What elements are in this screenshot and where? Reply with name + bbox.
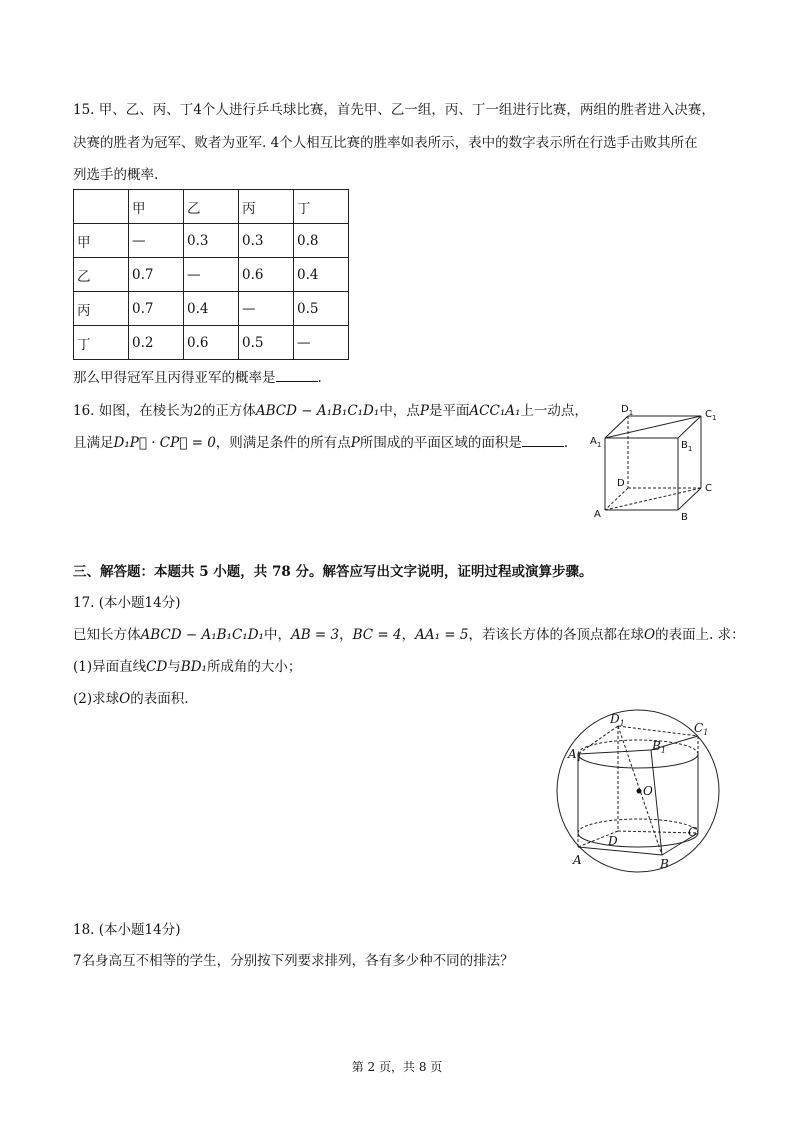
page-footer: 第 2 页，共 8 页 xyxy=(351,1060,443,1074)
label-D1: $D_1$ xyxy=(621,404,634,417)
table-cell: 丙 xyxy=(74,292,129,326)
label-B: B xyxy=(681,512,688,523)
answer-blank xyxy=(276,368,318,382)
label-O: O xyxy=(643,784,653,798)
sphere-figure xyxy=(548,706,728,882)
q15-question: 那么甲得冠军且丙得亚军的概率是 . xyxy=(73,370,322,386)
q15-probability-table xyxy=(73,189,349,360)
table-cell: 0.6 xyxy=(184,326,239,360)
table-cell: 0.3 xyxy=(239,224,294,258)
table-cell: 丁 xyxy=(74,326,129,360)
table-row xyxy=(74,224,349,258)
q17-line1: 已知长方体ABCD − A₁B₁C₁D₁中，AB = 3，BC = 4，AA₁ = 5，若该长方体的各顶点都在球O的表面上. 求： xyxy=(73,627,745,643)
label-B1: $B_1$ xyxy=(652,739,666,755)
q15-line3: 列选手的概率. xyxy=(73,167,159,183)
q15-line1: 15. 甲、乙、丙、丁4个人进行乒乓球比赛，首先甲、乙一组，丙、丁一组进行比赛，两组的胜者进入决赛， xyxy=(73,102,715,118)
q16-line1: 16. 如图，在棱长为2的正方体ABCD − A₁B₁C₁D₁中，点P是平面ACC₁A₁上一动点， xyxy=(73,403,588,419)
table-cell: 丁 xyxy=(294,190,349,224)
q15-line2: 决赛的胜者为冠军、败者为亚军. 4个人相互比赛的胜率如表所示，表中的数字表示所在行选手击败其所在 xyxy=(73,135,698,151)
table-row xyxy=(74,292,349,326)
q17-part2: (2)求球O的表面积. xyxy=(73,691,189,707)
table-cell: — xyxy=(239,292,294,326)
table-cell xyxy=(74,190,129,224)
label-D: D xyxy=(608,834,618,848)
table-cell: 丙 xyxy=(239,190,294,224)
q18-header: 18. (本小题14分) xyxy=(73,922,181,938)
table-cell: 乙 xyxy=(184,190,239,224)
table-cell: — xyxy=(294,326,349,360)
table-header-row xyxy=(74,190,349,224)
table-cell: 0.7 xyxy=(129,258,184,292)
table-row xyxy=(74,258,349,292)
table-cell: 0.8 xyxy=(294,224,349,258)
table-cell: 0.6 xyxy=(239,258,294,292)
label-A: A xyxy=(573,853,582,867)
label-A: A xyxy=(594,509,601,520)
table-cell: — xyxy=(129,224,184,258)
label-C1: $C_1$ xyxy=(694,721,709,737)
label-C1: $C_1$ xyxy=(705,409,717,422)
table-cell: 0.7 xyxy=(129,292,184,326)
answer-blank xyxy=(522,433,564,447)
label-B1: $B_1$ xyxy=(681,440,693,453)
label-B: B xyxy=(660,857,669,871)
table-cell: 0.2 xyxy=(129,326,184,360)
section-heading: 三、解答题：本题共 5 小题，共 78 分。解答应写出文字说明，证明过程或演算步骤。 xyxy=(73,564,593,580)
q18-text: 7名身高互不相等的学生，分别按下列要求排列，各有多少种不同的排法？ xyxy=(73,953,514,969)
q16-line2: 且满足D₁P⃗ · CP⃗ = 0，则满足条件的所有点P所围成的平面区域的面积是 . xyxy=(73,435,569,451)
q17-part1: (1)异面直线CD与BD₁所成角的大小； xyxy=(73,659,302,675)
q17-header: 17. (本小题14分) xyxy=(73,595,181,611)
cube-figure xyxy=(585,400,725,525)
table-cell: 乙 xyxy=(74,258,129,292)
table-cell: 甲 xyxy=(129,190,184,224)
table-cell: 0.5 xyxy=(239,326,294,360)
label-A1: $A_1$ xyxy=(568,747,582,763)
label-C: C xyxy=(688,825,698,839)
label-D: D xyxy=(617,478,625,489)
table-cell: 甲 xyxy=(74,224,129,258)
table-row xyxy=(74,326,349,360)
label-D1: $D_1$ xyxy=(610,712,625,728)
table-cell: 0.3 xyxy=(184,224,239,258)
table-cell: — xyxy=(184,258,239,292)
label-C: C xyxy=(705,483,712,494)
table-cell: 0.4 xyxy=(294,258,349,292)
table-cell: 0.5 xyxy=(294,292,349,326)
label-A1: $A_1$ xyxy=(590,436,602,449)
table-cell: 0.4 xyxy=(184,292,239,326)
